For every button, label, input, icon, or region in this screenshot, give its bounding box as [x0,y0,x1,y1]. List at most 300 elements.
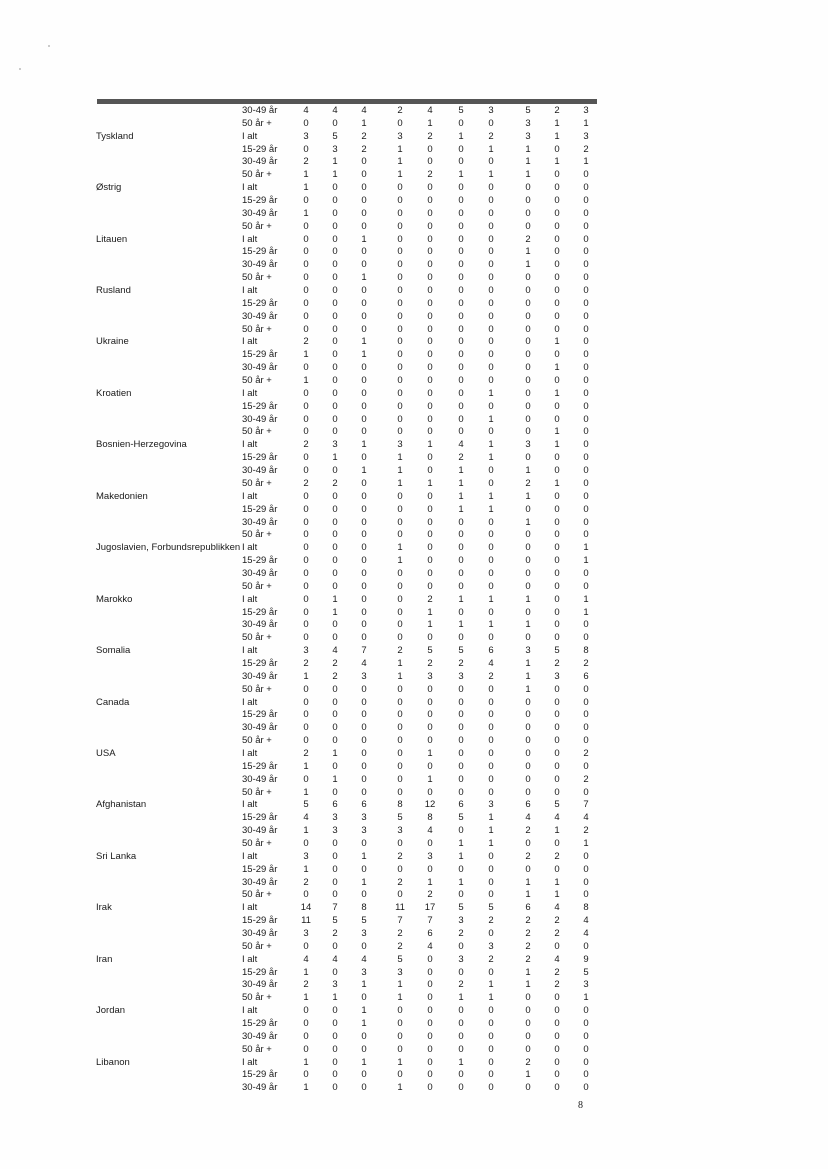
value-cell: 1 [554,477,560,489]
value-cell: 0 [303,889,309,901]
value-cell: 1 [488,169,494,181]
value-cell: 5 [332,130,338,142]
value-cell: 2 [397,940,403,952]
value-cell: 3 [488,940,494,952]
value-cell: 0 [525,413,531,425]
value-cell: 0 [361,542,367,554]
table-row [0,131,828,144]
value-cell: 1 [303,670,309,682]
table-row [0,799,828,812]
value-cell: 0 [583,233,589,245]
value-cell: 4 [554,902,560,914]
value-cell: 0 [303,1030,309,1042]
value-cell: 0 [488,272,494,284]
table-row [0,272,828,285]
value-cell: 0 [525,696,531,708]
value-cell: 0 [332,529,338,541]
value-cell: 0 [361,735,367,747]
value-cell: 0 [303,465,309,477]
value-cell: 2 [397,850,403,862]
value-cell: 0 [583,207,589,219]
country-cell: Marokko [96,593,133,605]
value-cell: 8 [583,902,589,914]
value-cell: 2 [488,953,494,965]
value-cell: 1 [427,773,433,785]
value-cell: 0 [397,310,403,322]
value-cell: 0 [427,195,433,207]
value-cell: 0 [525,773,531,785]
value-cell: 0 [332,876,338,888]
value-cell: 0 [554,323,560,335]
value-cell: 0 [554,722,560,734]
country-cell: Afghanistan [96,799,147,811]
value-cell: 2 [525,915,531,927]
value-cell: 0 [427,1030,433,1042]
value-cell: 0 [458,1069,464,1081]
value-cell: 0 [554,349,560,361]
value-cell: 0 [427,362,433,374]
age-group-cell: I alt [242,1056,258,1068]
value-cell: 1 [303,1082,309,1094]
value-cell: 0 [303,516,309,528]
value-cell: 0 [303,722,309,734]
value-cell: 2 [332,657,338,669]
value-cell: 2 [554,657,560,669]
value-cell: 0 [458,940,464,952]
value-cell: 1 [427,606,433,618]
table-row [0,915,828,928]
value-cell: 4 [458,439,464,451]
value-cell: 0 [554,786,560,798]
value-cell: 0 [525,207,531,219]
country-cell: Jugoslavien, Forbundsrepublikken [96,542,241,554]
table-row [0,619,828,632]
value-cell: 0 [427,272,433,284]
value-cell: 0 [583,465,589,477]
value-cell: 1 [332,156,338,168]
value-cell: 0 [583,1030,589,1042]
age-group-cell: 50 år + [242,477,272,489]
value-cell: 0 [427,863,433,875]
value-cell: 0 [397,1069,403,1081]
value-cell: 0 [458,567,464,579]
country-cell: Somalia [96,645,131,657]
value-cell: 0 [554,580,560,592]
value-cell: 3 [361,825,367,837]
value-cell: 0 [488,195,494,207]
value-cell: 0 [488,465,494,477]
value-cell: 0 [525,632,531,644]
value-cell: 0 [397,1030,403,1042]
value-cell: 0 [332,760,338,772]
value-cell: 6 [427,928,433,939]
value-cell: 0 [554,143,560,155]
value-cell: 0 [361,580,367,592]
value-cell: 0 [361,400,367,412]
table-row [0,684,828,697]
value-cell: 1 [361,1018,367,1030]
value-cell: 0 [458,516,464,528]
value-cell: 1 [583,593,589,605]
value-cell: 3 [303,645,309,657]
value-cell: 1 [361,272,367,284]
table-row [0,979,828,992]
value-cell: 3 [332,812,338,824]
value-cell: 0 [332,336,338,348]
value-cell: 11 [395,902,405,914]
value-cell: 14 [300,902,312,914]
age-group-cell: 15-29 år [242,555,278,567]
value-cell: 0 [554,567,560,579]
value-cell: 0 [361,375,367,387]
value-cell: 0 [583,1018,589,1030]
value-cell: 0 [427,683,433,695]
age-group-cell: 15-29 år [242,1018,278,1030]
value-cell: 0 [303,233,309,245]
age-group-cell: 30-49 år [242,825,278,837]
value-cell: 0 [458,529,464,541]
value-cell: 0 [361,259,367,271]
value-cell: 0 [583,336,589,348]
value-cell: 0 [332,426,338,438]
table-row [0,105,828,118]
value-cell: 0 [427,246,433,258]
value-cell: 0 [488,426,494,438]
table-row [0,285,828,298]
value-cell: 0 [583,889,589,901]
value-cell: 0 [583,349,589,361]
age-group-cell: 50 år + [242,735,272,747]
value-cell: 0 [427,580,433,592]
value-cell: 0 [554,1082,560,1094]
value-cell: 3 [458,670,464,682]
value-cell: 1 [488,503,494,515]
table-row [0,1018,828,1031]
value-cell: 0 [361,490,367,502]
value-cell: 0 [332,863,338,875]
value-cell: 0 [525,336,531,348]
table-row [0,311,828,324]
value-cell: 0 [332,786,338,798]
value-cell: 0 [525,606,531,618]
value-cell: 3 [397,966,403,978]
age-group-cell: I alt [242,233,258,245]
value-cell: 5 [397,812,403,824]
value-cell: 0 [554,773,560,785]
value-cell: 1 [458,503,464,515]
value-cell: 0 [332,580,338,592]
value-cell: 0 [583,1056,589,1068]
value-cell: 0 [427,555,433,567]
value-cell: 0 [488,760,494,772]
table-row [0,671,828,684]
value-cell: 0 [332,1056,338,1068]
value-cell: 1 [332,747,338,759]
value-cell: 0 [583,529,589,541]
value-cell: 0 [525,1043,531,1055]
value-cell: 0 [525,182,531,194]
value-cell: 2 [525,928,531,939]
table-row [0,349,828,362]
country-cell: Ukraine [96,336,129,348]
age-group-cell: 15-29 år [242,657,278,669]
value-cell: 0 [303,529,309,541]
value-cell: 1 [583,542,589,554]
value-cell: 0 [332,207,338,219]
value-cell: 1 [525,516,531,528]
age-group-cell: 30-49 år [242,259,278,271]
value-cell: 0 [458,413,464,425]
value-cell: 1 [554,117,560,129]
value-cell: 0 [488,1030,494,1042]
value-cell: 0 [554,490,560,502]
age-group-cell: I alt [242,799,258,811]
country-cell: Bosnien-Herzegovina [96,439,187,451]
value-cell: 1 [332,773,338,785]
table-row [0,697,828,710]
value-cell: 1 [397,979,403,991]
value-cell: 0 [525,735,531,747]
value-cell: 1 [303,375,309,387]
value-cell: 4 [332,105,338,116]
value-cell: 2 [583,657,589,669]
value-cell: 0 [397,747,403,759]
age-group-cell: 50 år + [242,426,272,438]
age-group-cell: 50 år + [242,529,272,541]
value-cell: 0 [458,966,464,978]
value-cell: 1 [303,169,309,181]
value-cell: 0 [458,233,464,245]
value-cell: 1 [303,349,309,361]
value-cell: 0 [361,889,367,901]
value-cell: 0 [488,336,494,348]
value-cell: 3 [554,670,560,682]
value-cell: 0 [361,362,367,374]
value-cell: 1 [458,1056,464,1068]
value-cell: 2 [427,130,433,142]
value-cell: 0 [332,1043,338,1055]
value-cell: 0 [458,426,464,438]
value-cell: 0 [488,207,494,219]
value-cell: 2 [554,105,560,116]
value-cell: 0 [332,1082,338,1094]
value-cell: 0 [458,760,464,772]
value-cell: 0 [525,1030,531,1042]
value-cell: 0 [525,362,531,374]
value-cell: 1 [361,1005,367,1017]
value-cell: 4 [303,812,309,824]
value-cell: 0 [488,117,494,129]
value-cell: 1 [488,143,494,155]
value-cell: 0 [554,233,560,245]
table-row [0,594,828,607]
value-cell: 3 [303,130,309,142]
value-cell: 1 [458,850,464,862]
value-cell: 0 [554,310,560,322]
value-cell: 0 [361,413,367,425]
value-cell: 2 [397,928,403,939]
table-row [0,491,828,504]
value-cell: 0 [332,182,338,194]
value-cell: 5 [488,902,494,914]
age-group-cell: I alt [242,850,258,862]
value-cell: 0 [554,207,560,219]
country-cell: Canada [96,696,130,708]
table-row [0,542,828,555]
table-row [0,954,828,967]
value-cell: 0 [332,837,338,849]
value-cell: 0 [427,632,433,644]
value-cell: 0 [488,542,494,554]
value-cell: 0 [488,1056,494,1068]
value-cell: 8 [361,902,367,914]
value-cell: 0 [488,735,494,747]
value-cell: 0 [397,1043,403,1055]
value-cell: 0 [332,259,338,271]
value-cell: 0 [361,220,367,232]
value-cell: 1 [458,837,464,849]
value-cell: 3 [583,130,589,142]
table-row [0,234,828,247]
value-cell: 1 [525,490,531,502]
value-cell: 0 [458,272,464,284]
value-cell: 0 [525,1082,531,1094]
value-cell: 0 [361,285,367,297]
value-cell: 0 [427,310,433,322]
value-cell: 0 [303,773,309,785]
value-cell: 0 [332,632,338,644]
age-group-cell: 15-29 år [242,812,278,824]
age-group-cell: I alt [242,542,258,554]
value-cell: 0 [458,349,464,361]
value-cell: 0 [361,169,367,181]
value-cell: 1 [488,452,494,464]
value-cell: 1 [361,349,367,361]
value-cell: 6 [361,799,367,811]
value-cell: 2 [583,773,589,785]
value-cell: 0 [554,259,560,271]
value-cell: 1 [488,812,494,824]
age-group-cell: I alt [242,130,258,142]
value-cell: 0 [488,580,494,592]
value-cell: 0 [361,786,367,798]
value-cell: 0 [427,490,433,502]
value-cell: 0 [303,940,309,952]
value-cell: 0 [303,143,309,155]
value-cell: 0 [361,992,367,1004]
value-cell: 3 [488,105,494,116]
value-cell: 1 [554,876,560,888]
value-cell: 1 [525,683,531,695]
age-group-cell: 15-29 år [242,452,278,464]
value-cell: 0 [458,735,464,747]
value-cell: 17 [424,902,436,914]
value-cell: 0 [583,683,589,695]
value-cell: 1 [525,156,531,168]
value-cell: 0 [303,490,309,502]
table-row [0,1031,828,1044]
table-row [0,1082,828,1095]
value-cell: 1 [303,182,309,194]
value-cell: 0 [332,889,338,901]
value-cell: 0 [303,362,309,374]
value-cell: 0 [332,400,338,412]
value-cell: 0 [303,220,309,232]
value-cell: 1 [525,1069,531,1081]
value-cell: 3 [332,143,338,155]
value-cell: 1 [427,876,433,888]
value-cell: 0 [332,555,338,567]
value-cell: 3 [397,825,403,837]
value-cell: 3 [525,439,531,451]
table-row [0,761,828,774]
age-group-cell: 30-49 år [242,465,278,477]
statistics-table [0,105,828,1095]
table-row [0,581,828,594]
value-cell: 2 [332,477,338,489]
age-group-cell: 30-49 år [242,413,278,425]
value-cell: 0 [488,773,494,785]
value-cell: 0 [397,426,403,438]
value-cell: 4 [554,953,560,965]
value-cell: 0 [397,182,403,194]
value-cell: 0 [458,336,464,348]
value-cell: 1 [427,619,433,631]
age-group-cell: 50 år + [242,837,272,849]
value-cell: 0 [397,1018,403,1030]
value-cell: 1 [554,387,560,399]
value-cell: 0 [488,477,494,489]
value-cell: 6 [583,670,589,682]
value-cell: 1 [397,156,403,168]
value-cell: 0 [397,285,403,297]
value-cell: 0 [488,375,494,387]
value-cell: 0 [458,747,464,759]
age-group-cell: 30-49 år [242,207,278,219]
value-cell: 0 [554,1005,560,1017]
value-cell: 1 [303,863,309,875]
value-cell: 0 [583,567,589,579]
value-cell: 0 [397,760,403,772]
country-cell: Sri Lanka [96,850,137,862]
value-cell: 0 [554,272,560,284]
value-cell: 1 [303,825,309,837]
value-cell: 0 [427,837,433,849]
value-cell: 0 [332,490,338,502]
value-cell: 8 [427,812,433,824]
value-cell: 0 [332,310,338,322]
table-row [0,825,828,838]
value-cell: 0 [554,696,560,708]
value-cell: 3 [583,105,589,116]
age-group-cell: 30-49 år [242,670,278,682]
value-cell: 0 [427,426,433,438]
value-cell: 0 [554,246,560,258]
value-cell: 1 [361,336,367,348]
value-cell: 0 [488,156,494,168]
value-cell: 0 [303,555,309,567]
age-group-cell: 15-29 år [242,246,278,258]
value-cell: 1 [525,143,531,155]
age-group-cell: I alt [242,593,258,605]
value-cell: 0 [525,863,531,875]
value-cell: 0 [458,400,464,412]
value-cell: 0 [332,413,338,425]
table-row [0,864,828,877]
value-cell: 5 [525,105,531,116]
value-cell: 1 [332,452,338,464]
value-cell: 0 [525,220,531,232]
